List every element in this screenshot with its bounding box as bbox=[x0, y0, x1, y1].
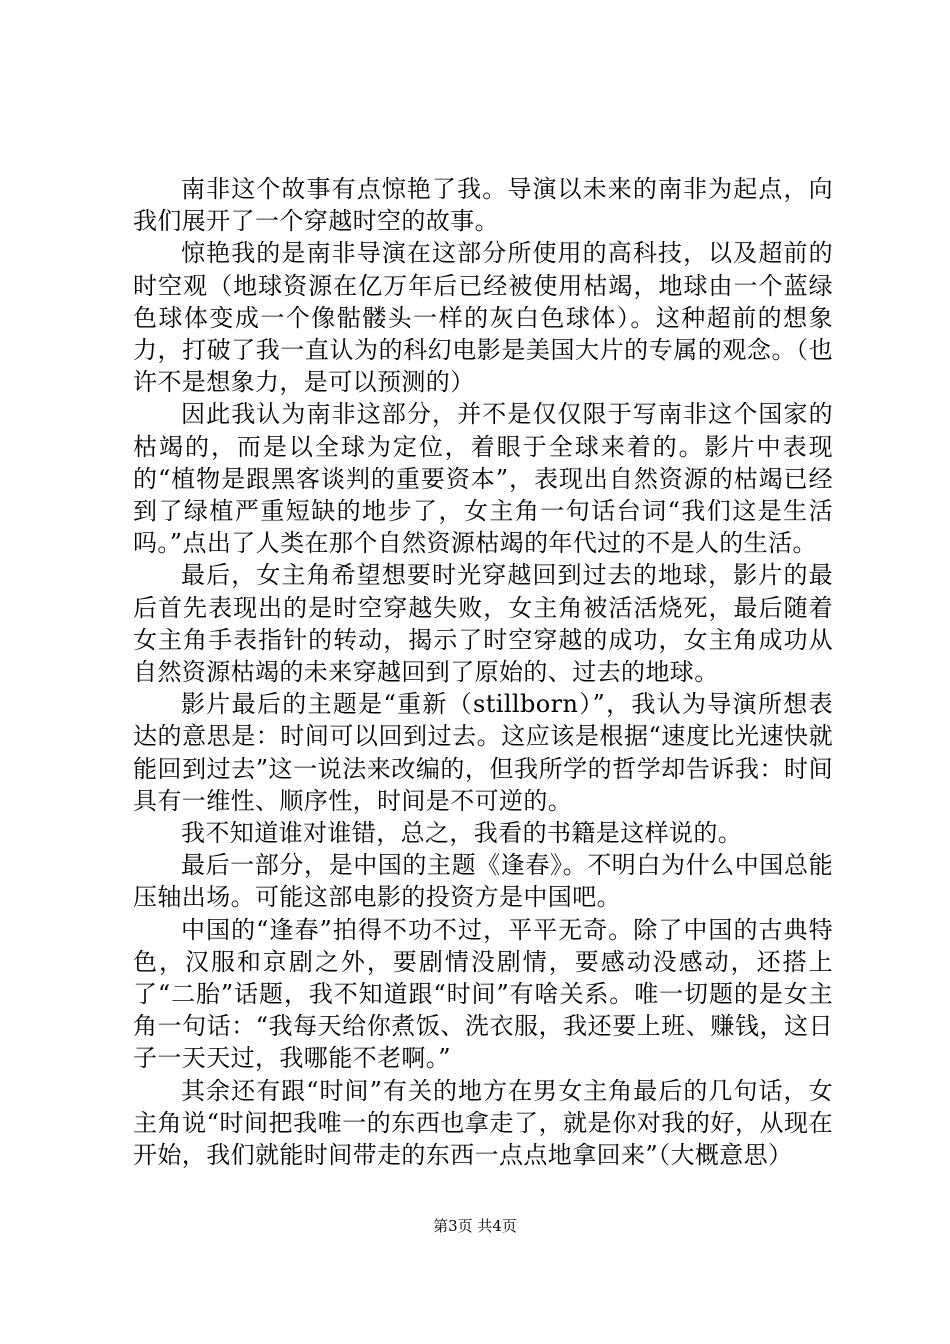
paragraph: 影片最后的主题是“重新（stillborn）”，我认为导演所想表达的意思是：时间可以回到过去。这应该是根据“速度比光速快就能回到过去”这一说法来改编的，但我所学的哲学却告诉我：时间具有一维性、顺序性，时间是不可逆的。 bbox=[133, 690, 833, 815]
paragraph: 其余还有跟“时间”有关的地方在男女主角最后的几句话，女主角说“时间把我唯一的东西也拿走了，就是你对我的好，从现在开始，我们就能时间带走的东西一点点地拿回来”（大概意思） bbox=[133, 1076, 833, 1170]
paragraph: 最后，女主角希望想要时光穿越回到过去的地球，影片的最后首先表现出的是时空穿越失败，女主角被活活烧死，最后随着女主角手表指针的转动，揭示了时空穿越的成功，女主角成功从自然资源枯竭的未来穿越回到了原始的、过去的地球。 bbox=[133, 561, 833, 687]
paragraph: 最后一部分，是中国的主题《逢春》。不明白为什么中国总能压轴出场。可能这部电影的投资方是中国吧。 bbox=[133, 851, 833, 912]
paragraph: 惊艳我的是南非导演在这部分所使用的高科技，以及超前的时空观（地球资源在亿万年后已经被使用枯竭，地球由一个蓝绿色球体变成一个像骷髅头一样的灰白色球体）。这种超前的想象力，打破了我一直认为的科幻电影是美国大片的专属的观念。（也许不是想象力，是可以预测的） bbox=[133, 239, 833, 397]
paragraph: 南非这个故事有点惊艳了我。导演以未来的南非为起点，向我们展开了一个穿越时空的故事。 bbox=[133, 175, 833, 236]
paragraph: 中国的“逢春”拍得不功不过，平平无奇。除了中国的古典特色，汉服和京剧之外，要剧情没剧情，要感动没感动，还搭上了“二胎”话题，我不知道跟“时间”有啥关系。唯一切题的是女主角一句话：“我每天给你煮饭、洗衣服，我还要上班、赚钱，这日子一天天过，我哪能不老啊。” bbox=[133, 915, 833, 1073]
paragraph: 我不知道谁对谁错，总之，我看的书籍是这样说的。 bbox=[181, 819, 743, 848]
page-number-footer: 第3页 共4页 bbox=[433, 1217, 517, 1235]
paragraph: 因此我认为南非这部分，并不是仅仅限于写南非这个国家的枯竭的，而是以全球为定位，着眼于全球来着的。影片中表现的“植物是跟黑客谈判的重要资本”，表现出自然资源的枯竭已经到了绿植严重短缺的地步了，女主角一句话台词“我们这是生活吗。”点出了人类在那个自然资源枯竭的年代过的不是人的生活。 bbox=[133, 400, 833, 558]
document-body bbox=[133, 173, 833, 1171]
